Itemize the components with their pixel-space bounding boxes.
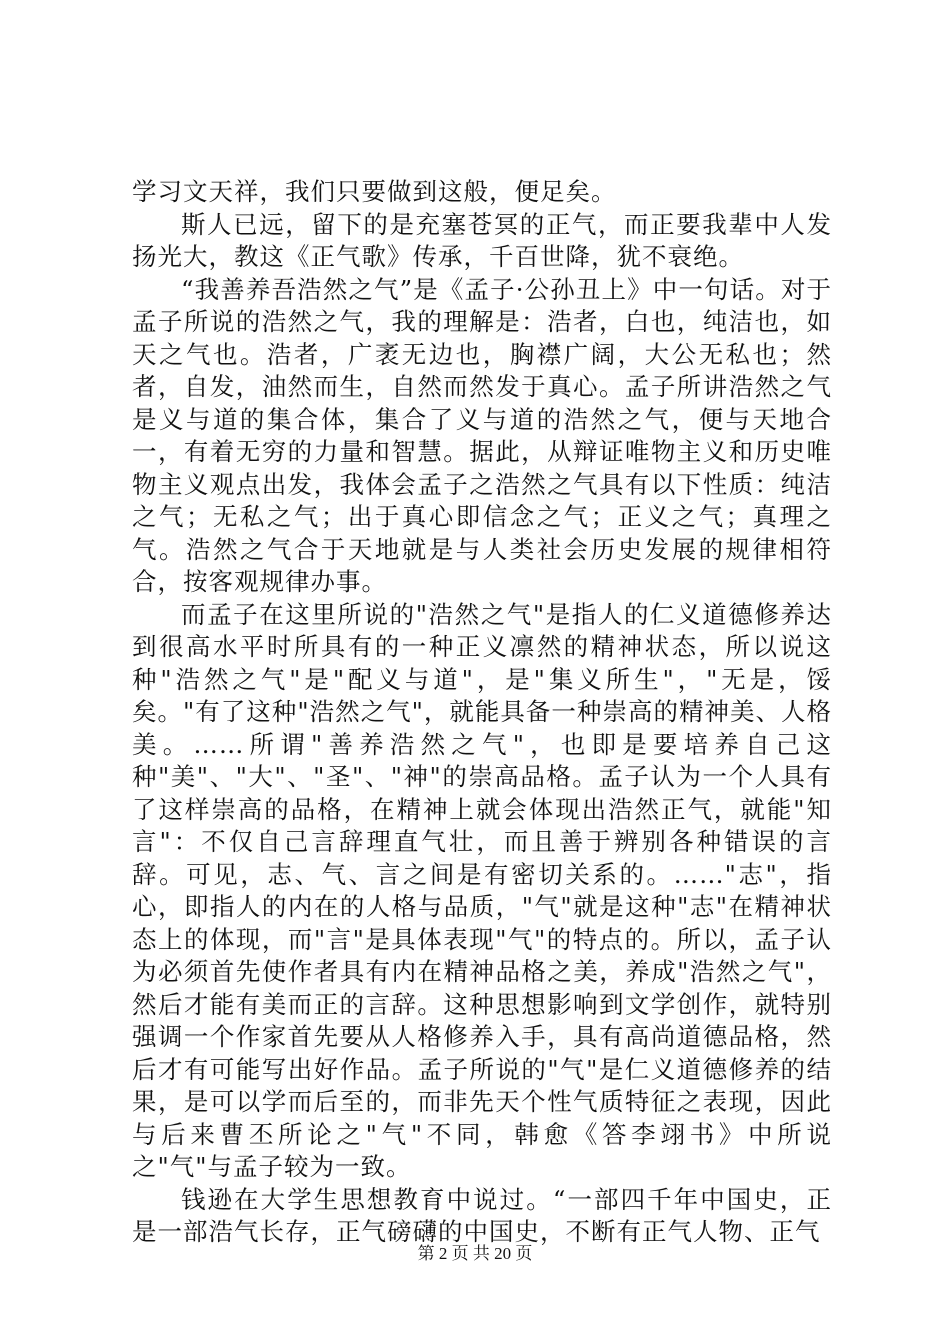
page-footer: 第 2 页 共 20 页 bbox=[417, 1244, 533, 1263]
paragraph-1: 学习文天祥，我们只要做到这般，便足矣。 bbox=[132, 177, 617, 206]
paragraph-3: “我善养吾浩然之气”是《孟子·公孙丑上》中一句话。对于孟子所说的浩然之气，我的理解是：浩者，白也，纯洁也，如天之气也。浩者，广袤无边也，胸襟广阔，大公无私也；然者，自发，油然而生，自然而然发于真心。孟子所讲浩然之气是义与道的集合体，集合了义与道的浩然之气，便与天地合一，有着无穷的力量和智慧。据此，从辩证唯物主义和历史唯物主义观点出发，我体会孟子之浩然之气具有以下性质：纯洁之气；无私之气；出于真心即信念之气；正义之气；真理之气。浩然之气合于天地就是与人类社会历史发展的规律相符合，按客观规律办事。 bbox=[132, 274, 832, 596]
paragraph-4: 而孟子在这里所说的"浩然之气"是指人的仁义道德修养达到很高水平时所具有的一种正义凛然的精神状态，所以说这种"浩然之气"是"配义与道"，是"集义所生"，"无是，馁矣。"有了这种"浩然之气"，就能具备一种崇高的精神美、人格美。……所谓"善养浩然之气"，也即是要培养自己这种"美"、"大"、"圣"、"神"的崇高品格。孟子认为一个人具有了这样崇高的品格，在精神上就会体现出浩然正气，就能"知言"：不仅自己言辞理直气壮，而且善于辨别各种错误的言辞。可见，志、气、言之间是有密切关系的。……"志"，指心，即指人的内在的人格与品质，"气"就是这种"志"在精神状态上的体现，而"言"是具体表现"气"的特点的。所以，孟子认为必须首先使作者具有内在精神品格之美，养成"浩然之气"，然后才能有美而正的言辞。这种思想影响到文学创作，就特别强调一个作家首先要从人格修养入手，具有高尚道德品格，然后才有可能写出好作品。孟子所说的"气"是仁义道德修养的结果，是可以学而后至的，而非先天个性气质特征之表现，因此与后来曹丕所论之"气"不同，韩愈《答李翊书》中所说之"气"与孟子较为一致。 bbox=[132, 599, 832, 1181]
document-body bbox=[132, 176, 832, 1249]
paragraph-2: 斯人已远，留下的是充塞苍冥的正气，而正要我辈中人发扬光大，教这《正气歌》传承，千百世降，犹不衰绝。 bbox=[132, 209, 832, 271]
paragraph-5: 钱逊在大学生思想教育中说过。“一部四千年中国史，正是一部浩气长存，正气磅礴的中国史，不断有正气人物、正气 bbox=[132, 1184, 832, 1246]
